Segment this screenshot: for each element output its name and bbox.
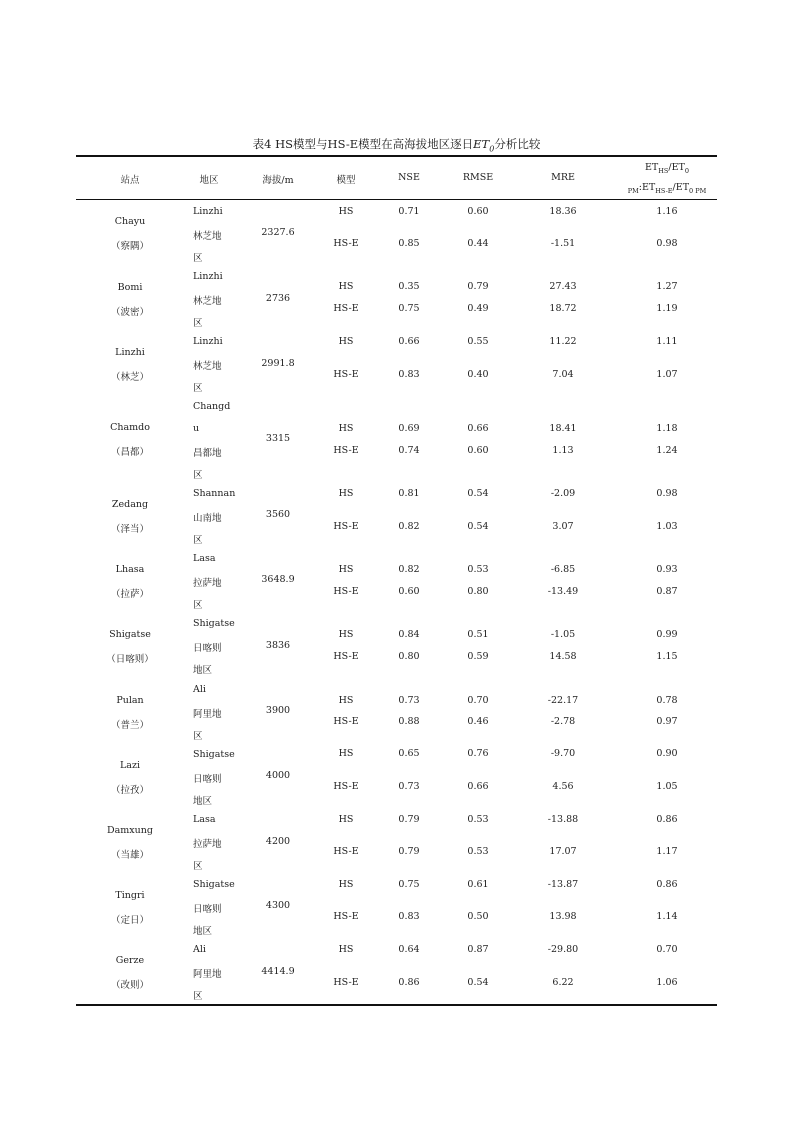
nse-value: 0.64 xyxy=(398,944,420,955)
model-name: HS-E xyxy=(333,303,359,314)
region-line: 林芝地 xyxy=(193,361,222,372)
altitude-value: 3315 xyxy=(265,433,291,444)
model-name: HS xyxy=(338,629,354,640)
nse-value: 0.81 xyxy=(398,488,420,499)
model-name: HS xyxy=(338,879,354,890)
station-name-cn: （林芝） xyxy=(110,372,150,383)
region-line: 阿里地 xyxy=(193,709,222,720)
station-name-cn: （改则） xyxy=(110,980,150,991)
rmse-value: 0.53 xyxy=(467,564,489,575)
ratio-value: 1.17 xyxy=(656,846,678,857)
table-header-rule xyxy=(76,199,717,200)
mre-value: -29.80 xyxy=(547,944,579,955)
table-bottom-rule xyxy=(76,1004,717,1006)
station-name: Chamdo xyxy=(110,422,150,433)
nse-value: 0.83 xyxy=(398,369,420,380)
model-name: HS-E xyxy=(333,369,359,380)
mre-value: -13.49 xyxy=(547,586,579,597)
ratio-value: 0.86 xyxy=(656,879,678,890)
rmse-value: 0.80 xyxy=(467,586,489,597)
region-line: 拉萨地 xyxy=(193,578,222,589)
station-name-cn: （泽当） xyxy=(110,524,150,535)
altitude-value: 3900 xyxy=(265,705,291,716)
caption-et: ET xyxy=(473,137,490,151)
header-station: 站点 xyxy=(120,175,140,186)
ratio-value: 0.98 xyxy=(656,238,678,249)
station-name: Pulan xyxy=(116,695,144,706)
mre-value: 13.98 xyxy=(549,911,577,922)
nse-value: 0.73 xyxy=(398,695,420,706)
mre-value: -22.17 xyxy=(547,695,579,706)
region-line: 地区 xyxy=(193,926,213,937)
rmse-value: 0.54 xyxy=(467,488,489,499)
region-line: 拉萨地 xyxy=(193,839,222,850)
nse-value: 0.75 xyxy=(398,303,420,314)
ratio-value: 0.87 xyxy=(656,586,678,597)
region-line: 昌都地 xyxy=(193,448,222,459)
station-name-cn: （拉萨） xyxy=(110,589,150,600)
header-region: 地区 xyxy=(199,175,219,186)
table-top-rule xyxy=(76,155,717,157)
region-line: Lasa xyxy=(193,553,216,564)
nse-value: 0.71 xyxy=(398,206,420,217)
station-name: Shigatse xyxy=(109,629,151,640)
altitude-value: 4000 xyxy=(265,770,291,781)
station-name-cn: （当雄） xyxy=(110,850,150,861)
ratio-value: 1.27 xyxy=(656,281,678,292)
region-line: u xyxy=(193,423,200,434)
header-ratio-line2: $_{PM}:ET_{HS-E}/ET_{0 PM}$ xyxy=(627,182,707,195)
rmse-value: 0.76 xyxy=(467,748,489,759)
station-name-cn: （昌都） xyxy=(110,447,150,458)
model-name: HS xyxy=(338,695,354,706)
station-name-cn: （拉孜） xyxy=(110,785,150,796)
rmse-value: 0.61 xyxy=(467,879,489,890)
station-name-cn: （普兰） xyxy=(110,720,150,731)
altitude-value: 2991.8 xyxy=(261,358,295,369)
rmse-value: 0.50 xyxy=(467,911,489,922)
mre-value: -2.09 xyxy=(550,488,576,499)
mre-value: 3.07 xyxy=(552,521,574,532)
mre-value: -6.85 xyxy=(550,564,576,575)
ratio-value: 0.86 xyxy=(656,814,678,825)
model-name: HS xyxy=(338,488,354,499)
region-line: Shigatse xyxy=(193,879,235,890)
station-name: Chayu xyxy=(114,216,146,227)
rmse-value: 0.40 xyxy=(467,369,489,380)
nse-value: 0.73 xyxy=(398,781,420,792)
mre-value: -1.51 xyxy=(550,238,576,249)
region-line: Linzhi xyxy=(193,336,223,347)
altitude-value: 3836 xyxy=(265,640,291,651)
ratio-value: 0.78 xyxy=(656,695,678,706)
region-line: 日喀则 xyxy=(193,904,222,915)
caption-et-sub: 0 xyxy=(489,144,495,154)
ratio-value: 1.03 xyxy=(656,521,678,532)
station-name: Lazi xyxy=(119,760,141,771)
region-line: 地区 xyxy=(193,665,213,676)
rmse-value: 0.55 xyxy=(467,336,489,347)
region-line: 林芝地 xyxy=(193,231,222,242)
nse-value: 0.84 xyxy=(398,629,420,640)
mre-value: -13.87 xyxy=(547,879,579,890)
nse-value: 0.86 xyxy=(398,977,420,988)
station-name: Lhasa xyxy=(115,564,145,575)
nse-value: 0.88 xyxy=(398,716,420,727)
ratio-value: 1.16 xyxy=(656,206,678,217)
station-name: Tingri xyxy=(115,890,145,901)
model-name: HS-E xyxy=(333,586,359,597)
region-line: Linzhi xyxy=(193,271,223,282)
mre-value: 11.22 xyxy=(549,336,577,347)
region-line: 区 xyxy=(193,318,203,329)
mre-value: 4.56 xyxy=(552,781,574,792)
caption-prefix: 表4 HS模型与HS-E模型在高海拔地区逐日 xyxy=(252,137,474,151)
ratio-value: 0.90 xyxy=(656,748,678,759)
nse-value: 0.69 xyxy=(398,423,420,434)
station-name: Gerze xyxy=(115,955,145,966)
model-name: HS xyxy=(338,206,354,217)
mre-value: 7.04 xyxy=(552,369,574,380)
model-name: HS-E xyxy=(333,846,359,857)
nse-value: 0.75 xyxy=(398,879,420,890)
nse-value: 0.82 xyxy=(398,521,420,532)
mre-value: 14.58 xyxy=(549,651,577,662)
region-line: 区 xyxy=(193,253,203,264)
station-name: Zedang xyxy=(111,499,149,510)
model-name: HS xyxy=(338,944,354,955)
rmse-value: 0.44 xyxy=(467,238,489,249)
model-name: HS xyxy=(338,814,354,825)
header-rmse: RMSE xyxy=(462,172,494,183)
header-mre: MRE xyxy=(551,172,575,183)
ratio-value: 0.70 xyxy=(656,944,678,955)
altitude-value: 4414.9 xyxy=(261,966,295,977)
rmse-value: 0.79 xyxy=(467,281,489,292)
station-name-cn: （定日） xyxy=(110,915,150,926)
region-line: 山南地 xyxy=(193,513,222,524)
mre-value: 17.07 xyxy=(549,846,577,857)
region-line: 区 xyxy=(193,535,203,546)
header-altitude: 海拔/m xyxy=(262,175,294,186)
nse-value: 0.83 xyxy=(398,911,420,922)
ratio-value: 1.06 xyxy=(656,977,678,988)
nse-value: 0.85 xyxy=(398,238,420,249)
station-name-cn: （日喀则） xyxy=(106,654,154,665)
mre-value: -2.78 xyxy=(550,716,576,727)
altitude-value: 2736 xyxy=(265,293,291,304)
mre-value: 6.22 xyxy=(552,977,574,988)
rmse-value: 0.46 xyxy=(467,716,489,727)
ratio-value: 1.14 xyxy=(656,911,678,922)
mre-value: 18.41 xyxy=(549,423,577,434)
region-line: 区 xyxy=(193,383,203,394)
station-name: Bomi xyxy=(117,282,143,293)
rmse-value: 0.54 xyxy=(467,521,489,532)
model-name: HS-E xyxy=(333,521,359,532)
station-name-cn: （波密） xyxy=(110,307,150,318)
header-model: 模型 xyxy=(336,175,356,186)
mre-value: 18.72 xyxy=(549,303,577,314)
rmse-value: 0.70 xyxy=(467,695,489,706)
model-name: HS xyxy=(338,423,354,434)
nse-value: 0.35 xyxy=(398,281,420,292)
region-line: 区 xyxy=(193,861,203,872)
region-line: Changd xyxy=(193,401,231,412)
rmse-value: 0.66 xyxy=(467,781,489,792)
ratio-value: 1.24 xyxy=(656,445,678,456)
region-line: 日喀则 xyxy=(193,774,222,785)
model-name: HS-E xyxy=(333,651,359,662)
altitude-value: 4300 xyxy=(265,900,291,911)
region-line: 区 xyxy=(193,731,203,742)
station-name: Damxung xyxy=(107,825,153,836)
nse-value: 0.74 xyxy=(398,445,420,456)
ratio-value: 1.07 xyxy=(656,369,678,380)
header-nse: NSE xyxy=(398,172,420,183)
altitude-value: 4200 xyxy=(265,836,291,847)
nse-value: 0.79 xyxy=(398,846,420,857)
mre-value: 18.36 xyxy=(549,206,577,217)
region-line: Ali xyxy=(193,944,206,955)
region-line: Shigatse xyxy=(193,618,235,629)
ratio-value: 0.98 xyxy=(656,488,678,499)
rmse-value: 0.87 xyxy=(467,944,489,955)
model-name: HS xyxy=(338,336,354,347)
model-name: HS xyxy=(338,281,354,292)
rmse-value: 0.53 xyxy=(467,814,489,825)
nse-value: 0.79 xyxy=(398,814,420,825)
mre-value: -1.05 xyxy=(550,629,576,640)
region-line: Linzhi xyxy=(193,206,223,217)
region-line: 地区 xyxy=(193,796,213,807)
header-ratio-line1: $ET_{HS}/ET_0$ xyxy=(644,162,690,175)
rmse-value: 0.53 xyxy=(467,846,489,857)
region-line: 区 xyxy=(193,991,203,1002)
station-name-cn: （察隅） xyxy=(110,241,150,252)
region-line: 区 xyxy=(193,470,203,481)
ratio-value: 1.19 xyxy=(656,303,678,314)
rmse-value: 0.60 xyxy=(467,445,489,456)
region-line: 阿里地 xyxy=(193,969,222,980)
rmse-value: 0.66 xyxy=(467,423,489,434)
region-line: Shannan xyxy=(193,488,236,499)
mre-value: 27.43 xyxy=(549,281,577,292)
region-line: 日喀则 xyxy=(193,643,222,654)
rmse-value: 0.54 xyxy=(467,977,489,988)
altitude-value: 2327.6 xyxy=(261,227,295,238)
region-line: Ali xyxy=(193,684,206,695)
nse-value: 0.82 xyxy=(398,564,420,575)
model-name: HS xyxy=(338,748,354,759)
region-line: 林芝地 xyxy=(193,296,222,307)
region-line: Lasa xyxy=(193,814,216,825)
region-line: 区 xyxy=(193,600,203,611)
model-name: HS-E xyxy=(333,445,359,456)
ratio-value: 0.99 xyxy=(656,629,678,640)
mre-value: -13.88 xyxy=(547,814,579,825)
nse-value: 0.66 xyxy=(398,336,420,347)
mre-value: 1.13 xyxy=(552,445,574,456)
region-line: Shigatse xyxy=(193,749,235,760)
ratio-value: 1.15 xyxy=(656,651,678,662)
ratio-value: 0.93 xyxy=(656,564,678,575)
ratio-value: 0.97 xyxy=(656,716,678,727)
nse-value: 0.80 xyxy=(398,651,420,662)
model-name: HS-E xyxy=(333,911,359,922)
altitude-value: 3648.9 xyxy=(261,574,295,585)
table-caption xyxy=(0,136,793,153)
rmse-value: 0.59 xyxy=(467,651,489,662)
model-name: HS-E xyxy=(333,238,359,249)
model-name: HS-E xyxy=(333,716,359,727)
ratio-value: 1.18 xyxy=(656,423,678,434)
station-name: Linzhi xyxy=(115,347,145,358)
caption-suffix: 分析比较 xyxy=(494,137,541,151)
rmse-value: 0.60 xyxy=(467,206,489,217)
nse-value: 0.60 xyxy=(398,586,420,597)
ratio-value: 1.11 xyxy=(656,336,678,347)
rmse-value: 0.49 xyxy=(467,303,489,314)
model-name: HS-E xyxy=(333,781,359,792)
ratio-value: 1.05 xyxy=(656,781,678,792)
altitude-value: 3560 xyxy=(265,509,291,520)
rmse-value: 0.51 xyxy=(467,629,489,640)
model-name: HS xyxy=(338,564,354,575)
model-name: HS-E xyxy=(333,977,359,988)
nse-value: 0.65 xyxy=(398,748,420,759)
mre-value: -9.70 xyxy=(550,748,576,759)
